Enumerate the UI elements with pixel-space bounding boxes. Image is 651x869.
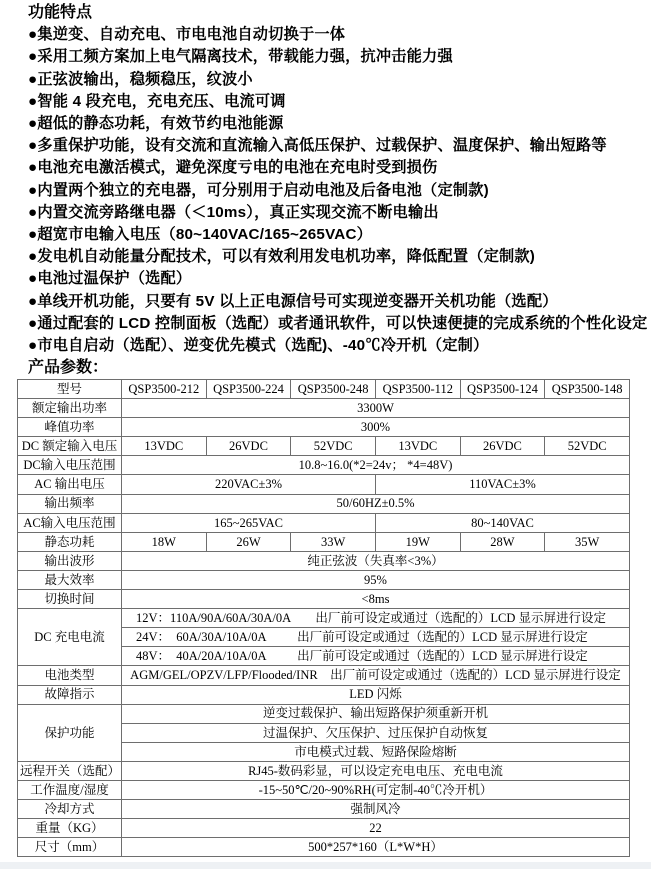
table-row-ac-input-range: [18, 513, 630, 532]
features-heading: 功能特点: [28, 4, 93, 21]
cell-output-freq: 50/60HZ±0.5%: [122, 494, 630, 513]
row-label-waveform: 输出波形: [18, 551, 122, 570]
row-label-idle-power: 静态功耗: [18, 532, 122, 551]
row-label-rated-power: 额定输出功率: [18, 399, 122, 418]
table-row-max-efficiency: [18, 570, 630, 589]
feature-item: ●采用工频方案加上电气隔离技术，带载能力强，抗冲击能力强: [28, 48, 453, 66]
cell-dimensions: 500*257*160（L*W*H）: [122, 838, 630, 857]
cell-protection-2: 过温保护、欠压保护、过压保护自动恢复: [122, 723, 630, 742]
cell-battery-type: AGM/GEL/OPZV/LFP/Flooded/INR 出厂前可设定或通过（选配的）LCD 显示屏进行设定: [122, 666, 630, 685]
cell-protection-3: 市电模式过载、短路保险熔断: [122, 742, 630, 761]
table-row-idle-power: [18, 532, 630, 551]
cell-max-efficiency: 95%: [122, 570, 630, 589]
cell-dc-nominal: 26VDC: [206, 437, 291, 456]
cell-idle-power: 19W: [375, 532, 460, 551]
table-row-fault-indication: [18, 685, 630, 704]
cell-dc-nominal: 13VDC: [375, 437, 460, 456]
params-table: [17, 379, 630, 857]
cell-cooling: 强制风冷: [122, 800, 630, 819]
table-row-ac-output: [18, 475, 630, 494]
model-cell: QSP3500-224: [206, 380, 291, 399]
cell-dc-nominal: 26VDC: [460, 437, 545, 456]
row-label-model: 型号: [18, 380, 122, 399]
row-label-cooling: 冷却方式: [18, 800, 122, 819]
table-row-cooling: [18, 800, 630, 819]
cell-charge-current-24v: 24V： 60A/30A/10A/0A 出厂前可设定或通过（选配的）LCD 显示屏进行设定: [122, 628, 630, 647]
cell-fault-indication: LED 闪烁: [122, 685, 630, 704]
cell-ac-input-range-left: 165~265VAC: [122, 513, 376, 532]
cell-idle-power: 26W: [206, 532, 291, 551]
row-label-remote-switch: 远程开关（选配）: [18, 761, 122, 780]
model-cell: QSP3500-212: [122, 380, 207, 399]
feature-item: ●电池过温保护（选配）: [28, 270, 192, 288]
feature-item: ●内置两个独立的充电器，可分别用于启动电池及后备电池（定制款): [28, 181, 489, 199]
cell-idle-power: 35W: [545, 532, 630, 551]
cell-transfer-time: <8ms: [122, 590, 630, 609]
table-row-protection: [18, 704, 630, 723]
table-row-charge-current: [18, 609, 630, 628]
row-label-charge-current: DC 充电电流: [18, 609, 122, 666]
table-row-transfer-time: [18, 590, 630, 609]
table-row-weight: [18, 819, 630, 838]
cell-weight: 22: [122, 819, 630, 838]
cell-dc-nominal: 52VDC: [291, 437, 376, 456]
feature-item: ●多重保护功能，设有交流和直流输入高低压保护、过载保护、温度保护、输出短路等: [28, 137, 607, 155]
feature-item: ●内置交流旁路继电器（＜10ms），真正实现交流不断电输出: [28, 203, 439, 221]
feature-item: ●单线开机功能，只要有 5V 以上正电源信号可实现逆变器开关机功能（选配）: [28, 292, 558, 310]
table-row-dc-nominal: [18, 437, 630, 456]
cell-protection-1: 逆变过载保护、输出短路保护须重新开机: [122, 704, 630, 723]
row-label-peak-power: 峰值功率: [18, 418, 122, 437]
table-row-rated-power: [18, 399, 630, 418]
row-label-protection: 保护功能: [18, 704, 122, 761]
cell-rated-power: 3300W: [122, 399, 630, 418]
params-heading: 产品参数：: [28, 359, 109, 377]
bottom-strip: [0, 862, 651, 869]
row-label-fault-indication: 故障指示: [18, 685, 122, 704]
row-label-dc-range: DC输入电压范围: [18, 456, 122, 475]
cell-peak-power: 300%: [122, 418, 630, 437]
model-cell: QSP3500-112: [375, 380, 460, 399]
row-label-transfer-time: 切换时间: [18, 590, 122, 609]
feature-item: ●超低的静态功耗，有效节约电池能源: [28, 115, 284, 133]
table-row-dc-range: [18, 456, 630, 475]
row-label-ac-input-range: AC输入电压范围: [18, 513, 122, 532]
feature-item: ●通过配套的 LCD 控制面板（选配）或者通讯软件，可以快速便捷的完成系统的个性化设定: [28, 314, 648, 332]
table-row-peak-power: [18, 418, 630, 437]
cell-idle-power: 28W: [460, 532, 545, 551]
cell-dc-range: 10.8~16.0(*2=24v； *4=48V): [122, 456, 630, 475]
table-row-output-freq: [18, 494, 630, 513]
table-row-work-temp: [18, 780, 630, 799]
cell-remote-switch: RJ45-数码彩显，可以设定充电电压、充电电流: [122, 761, 630, 780]
row-label-max-efficiency: 最大效率: [18, 570, 122, 589]
row-label-work-temp: 工作温度/湿度: [18, 780, 122, 799]
model-cell: QSP3500-124: [460, 380, 545, 399]
cell-work-temp: -15~50℃/20~90%RH(可定制-40℃冷开机）: [122, 780, 630, 799]
row-label-dc-nominal: DC 额定输入电压: [18, 437, 122, 456]
cell-ac-input-range-right: 80~140VAC: [375, 513, 629, 532]
row-label-battery-type: 电池类型: [18, 666, 122, 685]
feature-item: ●智能 4 段充电，充电充压、电流可调: [28, 92, 286, 110]
cell-charge-current-48v: 48V： 40A/20A/10A/0A 出厂前可设定或通过（选配的）LCD 显示屏进行设定: [122, 647, 630, 666]
feature-item: ●市电自启动（选配）、逆变优先模式（选配)、-40℃冷开机（定制）: [28, 337, 489, 355]
feature-item: ●集逆变、自动充电、市电电池自动切换于一体: [28, 26, 346, 44]
table-row-remote-switch: [18, 761, 630, 780]
row-label-weight: 重量（KG）: [18, 819, 122, 838]
table-row-waveform: [18, 551, 630, 570]
cell-dc-nominal: 13VDC: [122, 437, 207, 456]
feature-item: ●正弦波输出，稳频稳压，纹波小: [28, 70, 253, 88]
table-row-dimensions: [18, 838, 630, 857]
cell-ac-output-110: 110VAC±3%: [375, 475, 629, 494]
feature-item: ●超宽市电输入电压（80~140VAC/165~265VAC）: [28, 226, 372, 244]
row-label-dimensions: 尺寸（mm）: [18, 838, 122, 857]
cell-charge-current-12v: 12V：110A/90A/60A/30A/0A 出厂前可设定或通过（选配的）LCD 显示屏进行设定: [122, 609, 630, 628]
features-section: [28, 2, 648, 379]
cell-idle-power: 18W: [122, 532, 207, 551]
row-label-ac-output: AC 输出电压: [18, 475, 122, 494]
cell-ac-output-220: 220VAC±3%: [122, 475, 376, 494]
feature-item: ●发电机自动能量分配技术，可以有效利用发电机功率，降低配置（定制款): [28, 248, 536, 266]
cell-waveform: 纯正弦波（失真率<3%）: [122, 551, 630, 570]
feature-item: ●电池充电激活模式，避免深度亏电的电池在充电时受到损伤: [28, 159, 438, 177]
model-cell: QSP3500-248: [291, 380, 376, 399]
model-cell: QSP3500-148: [545, 380, 630, 399]
row-label-output-freq: 输出频率: [18, 494, 122, 513]
cell-idle-power: 33W: [291, 532, 376, 551]
table-row-model: [18, 380, 630, 399]
table-row-battery-type: [18, 666, 630, 685]
cell-dc-nominal: 52VDC: [545, 437, 630, 456]
